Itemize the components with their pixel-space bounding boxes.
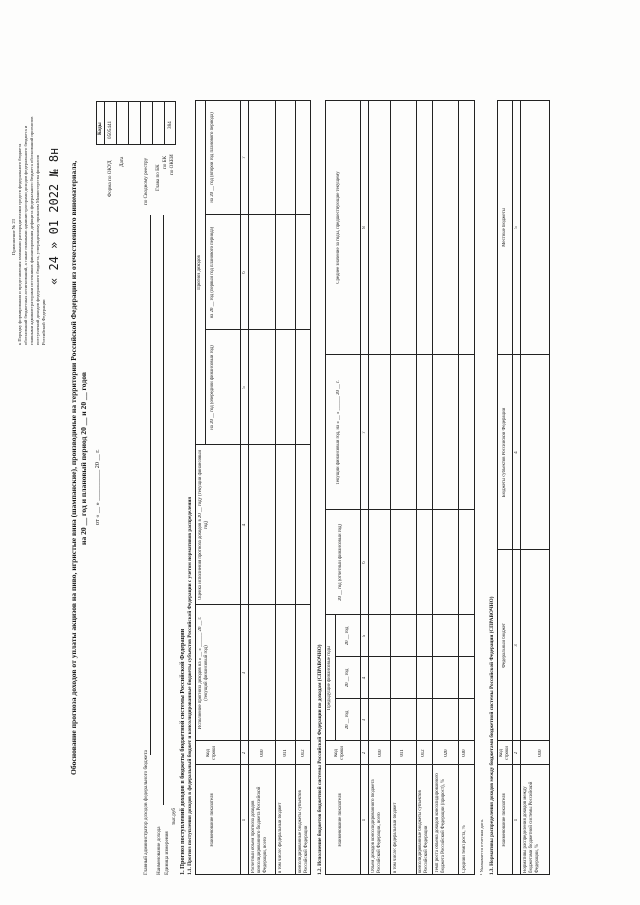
codes-date-label: Дата	[119, 156, 125, 167]
t13-row-name: Нормативы распределения доходов между бюджетами бюджетной системы Российской Федерации, %	[523, 781, 540, 873]
income-label: Наименование дохода	[156, 826, 162, 875]
unit-label: Единица измерения	[164, 831, 170, 875]
t11-col-forecast: Прогноз доходов	[197, 255, 202, 290]
codes-form-value: 0505441	[107, 120, 113, 139]
t11-row-fed-code: 011	[283, 749, 288, 757]
t12-num-7: 7	[362, 431, 367, 434]
t11-row-total-name: Расчетный объем прогноза доходов консолидированного бюджета Российской Федерации, всего	[251, 786, 268, 873]
t12-row-fed-name: в том числе: федеральный бюджет	[393, 802, 398, 873]
t12-num-2: 2	[362, 751, 367, 755]
document-title: Обоснование прогноза доходов от уплаты акцизов на пиво, игристые вина (шампанские), производимые на территории Российской Федерации из отечественного виноматериала,	[69, 160, 78, 775]
codes-okei-label: по ОКЕИ	[169, 154, 175, 175]
t13-col-name: Наименование показателя	[502, 793, 507, 847]
t13-num-4: 4	[514, 451, 519, 454]
appendix-line-3: обоснований бюджетных ассигнований, а также главными администраторами доходов федерального бюджета и	[23, 125, 28, 345]
t12-col-y2: 20 __ год	[345, 668, 350, 688]
t12-col-y3: 20 __ год	[345, 626, 350, 646]
appendix-line-6: Российской Федерации	[41, 299, 46, 345]
t11-col-code: Код строки	[206, 746, 217, 760]
t11-num-7: 7	[242, 156, 247, 159]
t12-row-avg-code: 030	[462, 749, 467, 757]
appendix-stamp: « 24 » 01 2022 № 8н	[47, 147, 61, 285]
t13-num-5: 5	[514, 226, 519, 229]
t13-col-local: Местные бюджеты	[502, 208, 507, 247]
t11-row-subj-name: консолидированные бюджеты субъектов Российской Федерации	[298, 790, 309, 873]
t12-row-total-name: Объем доходов консолидированного бюджета Российской Федерации, всего	[371, 779, 382, 873]
t12-num-6: 6	[362, 561, 367, 564]
t11-row-total-code: 010	[260, 749, 265, 757]
t11-col-f2: на 20 __ год (первый год планового периода)	[210, 226, 215, 319]
t12-row-subj-name: консолидированные бюджеты субъектов Российской Федерации	[418, 790, 429, 873]
t11-col-exec: Исполнение прогноза доходов на « __ » ______ 20 __ г. (текущий финансовый год)	[198, 616, 209, 730]
t12-col-avg: Среднее значение за годы, предшествующие текущему	[336, 171, 341, 284]
t11-col-name: Наименование показателя	[210, 793, 215, 847]
section11-heading: 1.1. Прогноз поступления доходов в федеральный бюджет и консолидированные бюджеты субъектов Российской Федерации с учетом нормативов распределения	[187, 496, 193, 875]
codes-header: Коды	[97, 122, 103, 135]
t12-col-code: Код строки	[334, 746, 345, 760]
t11-col-estimate: Оценка исполнения прогноза доходов в 20 __ году (текущий финансовый год)	[198, 449, 209, 601]
t13-col-code: Код строки	[499, 746, 510, 760]
appendix-line-1: Приложение № 23	[11, 219, 16, 255]
t11-row-subj-code: 012	[301, 749, 306, 757]
t12-row-growth-name: Темп роста объема доходов консолидированного бюджета Российской Федерации (прирост), %	[435, 773, 446, 873]
t12-col-report: 20 __ год (отчетный финансовый год)	[338, 524, 343, 601]
t12-row-growth-code: 020	[444, 749, 449, 757]
appendix-line-4: главными администраторами источников финансирования дефицита федерального бюджета обоснований прогнозов	[29, 116, 34, 345]
t13-num-3: 3	[514, 644, 519, 647]
codes-chapter-label: Глава по БК	[155, 164, 161, 191]
t12-footnote: ¹ Указывается отчетная дата.	[479, 819, 484, 875]
t13-row-code: 010	[538, 749, 543, 757]
unit-value: тыс.руб	[171, 807, 177, 825]
appendix-line-2: к Порядку формирования и представления главными распорядителями средств федерального бюджета	[17, 143, 22, 345]
codes-bk-label: по БК	[162, 155, 168, 169]
admin-label: Главный администратор доходов федерального бюджета	[143, 750, 149, 875]
t12-num-3: 3	[362, 718, 367, 722]
t12-col-prev: Предыдущие финансовые годы	[327, 645, 332, 711]
t11-col-f3: на 20 __ год (второй год планового периода)	[210, 112, 215, 203]
t11-row-fed-name: в том числе: федеральный бюджет	[278, 802, 283, 873]
t11-num-4: 4	[242, 523, 247, 527]
t12-num-1: 1	[362, 818, 367, 822]
t12-num-8: 8	[362, 226, 367, 229]
t12-row-total-code: 010	[378, 749, 383, 757]
codes-registry-label: по Сводному реестру	[143, 157, 149, 205]
t11-num-6: 6	[242, 271, 247, 274]
t13-num-1: 1	[514, 818, 519, 822]
section12-heading: 1.2. Исполнение бюджетов бюджетной системы Российской Федерации по доходам (СПРАВОЧНО)	[317, 644, 323, 875]
document-date: от « __ » __________ 20 __ г.	[94, 449, 101, 525]
t11-num-3: 3	[242, 671, 247, 675]
t13-num-2: 2	[514, 751, 519, 755]
t11-num-5: 5	[242, 386, 247, 389]
t13-col-subj: Бюджеты субъектов Российской Федерации	[502, 407, 507, 498]
t11-num-2: 2	[242, 751, 247, 755]
t12-col-y1: 20 __ год	[345, 710, 350, 730]
section1-heading: 1. Прогноз поступлений доходов в бюджеты бюджетной системы Российской Федерации	[179, 628, 186, 875]
t11-num-1: 1	[242, 818, 247, 822]
document-subtitle: на 20 __ год и плановый период 20 __ и 20 __ годов	[79, 372, 88, 545]
t12-col-name: Наименование показателя	[338, 793, 343, 847]
t12-row-subj-code: 012	[421, 749, 426, 757]
t12-num-4: 4	[362, 676, 367, 680]
t12-num-5: 5	[362, 634, 367, 638]
t11-col-f1: на 20 __ год (очередной финансовый год)	[210, 345, 215, 430]
t13-col-fed: Федеральный бюджет	[502, 623, 507, 668]
codes-okei-value: 384	[167, 121, 173, 129]
section13-heading: 1.3. Нормативы распределения доходов между бюджетами бюджетной системы Российской Федерации (СПРАВОЧНО)	[489, 596, 495, 875]
appendix-line-5: поступлений доходов федерального бюджета, утвержденному приказом Министерства финансов	[35, 154, 40, 345]
t12-row-avg-name: Средний темп роста, %	[462, 825, 467, 873]
t12-col-current: Текущий финансовый год, на « __ » ______ 20 __ г.	[336, 380, 341, 485]
codes-form-label: Форма по ОКУД	[107, 160, 113, 197]
t12-row-fed-code: 011	[400, 749, 405, 757]
